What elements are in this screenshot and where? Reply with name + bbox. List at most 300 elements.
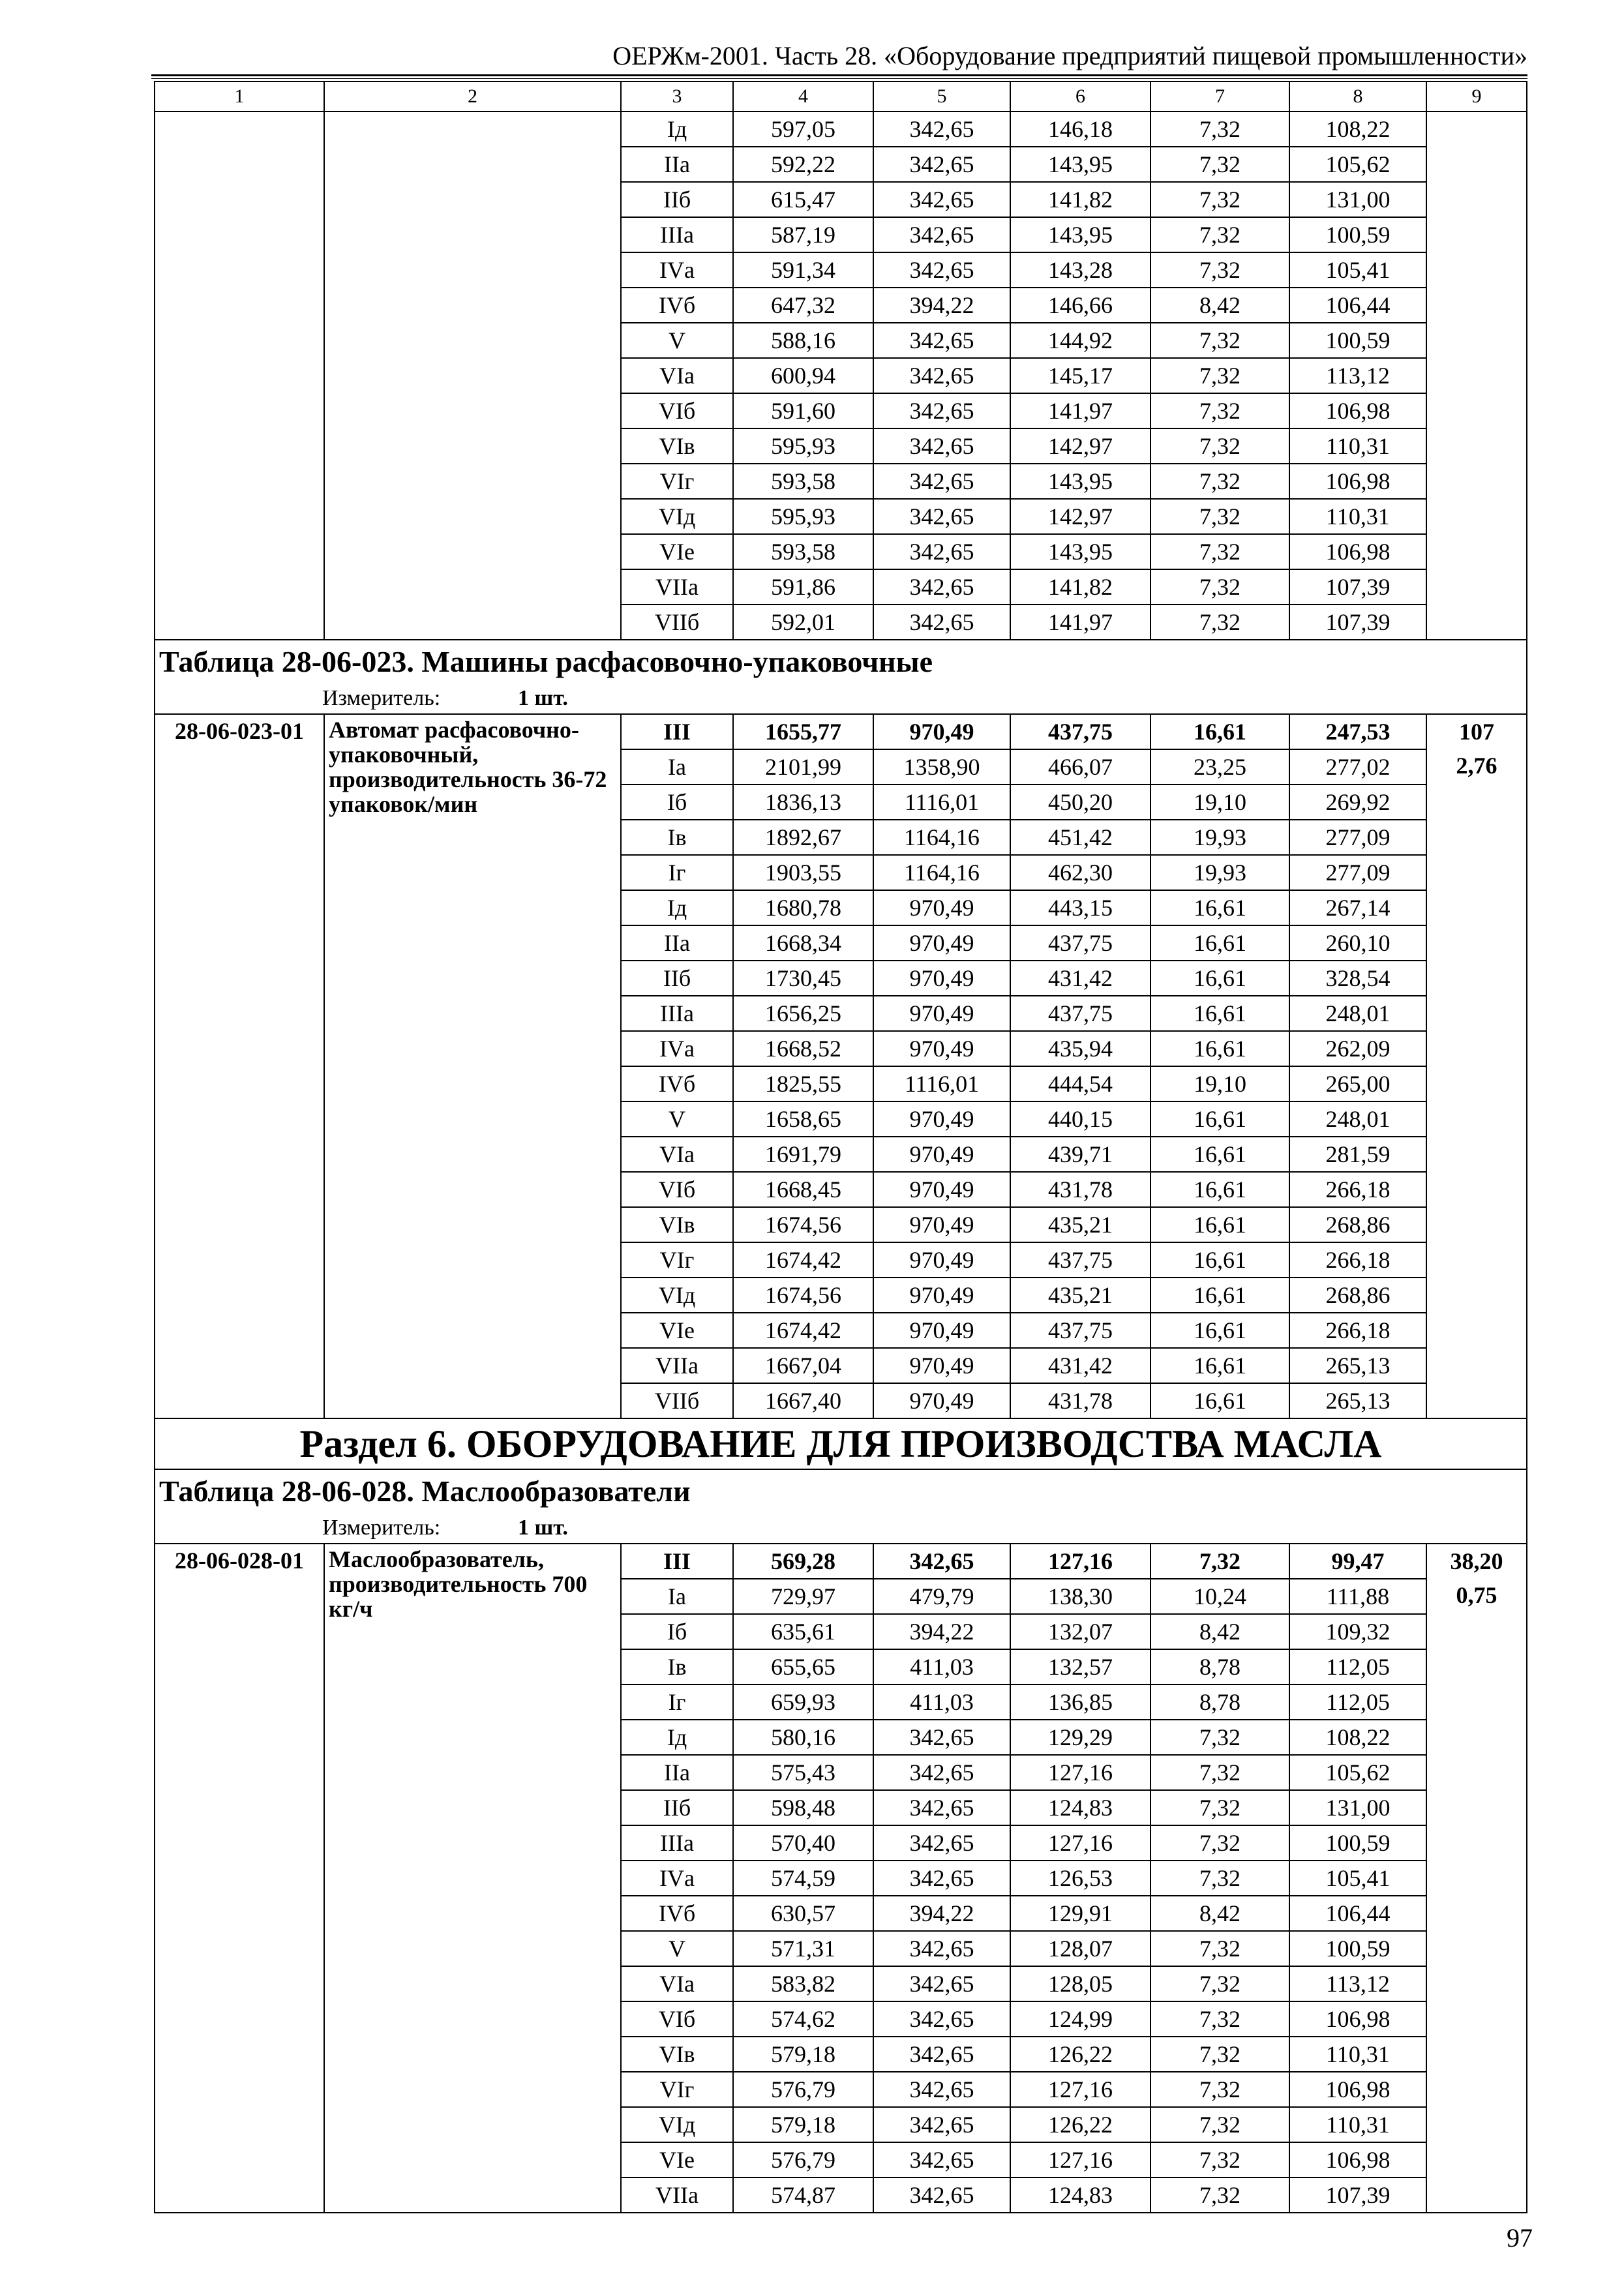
value-cell: 16,61	[1150, 890, 1289, 925]
value-cell: 143,95	[1010, 217, 1150, 252]
value-cell: 108,22	[1289, 1720, 1426, 1755]
value-cell: 970,49	[873, 996, 1010, 1031]
value-cell: 127,16	[1010, 2072, 1150, 2107]
value-cell: 143,95	[1010, 464, 1150, 499]
value-cell: 7,32	[1150, 2107, 1289, 2142]
value-cell: 342,65	[873, 2072, 1010, 2107]
value-cell: 248,01	[1289, 996, 1426, 1031]
value-cell: 342,65	[873, 569, 1010, 605]
value-cell: 8,42	[1150, 288, 1289, 323]
column-number: 4	[733, 82, 873, 112]
value-cell: 146,18	[1010, 112, 1150, 147]
value-cell: 106,44	[1289, 288, 1426, 323]
value-cell: 106,98	[1289, 464, 1426, 499]
value-cell: 146,66	[1010, 288, 1150, 323]
table-title-row	[155, 640, 1527, 683]
value-cell: 342,65	[873, 2177, 1010, 2213]
value-cell: 431,78	[1010, 1172, 1150, 1207]
table-row	[155, 112, 1527, 147]
value-cell: 342,65	[873, 534, 1010, 569]
value-cell: 411,03	[873, 1684, 1010, 1720]
value-cell: 729,97	[733, 1579, 873, 1614]
value-cell: 1674,42	[733, 1313, 873, 1348]
value-cell: 342,65	[873, 464, 1010, 499]
value-cell: 7,32	[1150, 2037, 1289, 2072]
value-cell: 108,22	[1289, 112, 1426, 147]
value-cell: 595,93	[733, 499, 873, 534]
value-cell: 105,41	[1289, 1861, 1426, 1896]
section-title-row	[155, 1418, 1527, 1469]
value-cell: 16,61	[1150, 1172, 1289, 1207]
value-cell: 7,32	[1150, 1755, 1289, 1790]
zone-cell: Iг	[621, 855, 733, 890]
value-cell: 593,58	[733, 464, 873, 499]
column-number: 8	[1289, 82, 1426, 112]
value-cell: 597,05	[733, 112, 873, 147]
value-cell: 131,00	[1289, 1790, 1426, 1825]
value-cell: 113,12	[1289, 358, 1426, 393]
description-cell: Автомат расфасовочно-упаковочный, производительность 36-72 упаковок/мин	[324, 714, 621, 1418]
value-cell: 970,49	[873, 1313, 1010, 1348]
unit-row	[155, 1513, 1527, 1544]
header-rule	[151, 74, 1527, 76]
zone-cell: IIIа	[621, 1825, 733, 1861]
value-cell: 16,61	[1150, 1348, 1289, 1383]
code-cell: 28-06-028-01	[155, 1544, 324, 2213]
value-cell: 435,21	[1010, 1207, 1150, 1242]
value-cell: 266,18	[1289, 1313, 1426, 1348]
value-cell: 16,61	[1150, 961, 1289, 996]
value-cell: 576,79	[733, 2072, 873, 2107]
extra-value: 2,76	[1456, 753, 1497, 779]
zone-cell: Iв	[621, 820, 733, 855]
value-cell: 342,65	[873, 2142, 1010, 2177]
value-cell: 7,32	[1150, 1790, 1289, 1825]
value-cell: 106,98	[1289, 534, 1426, 569]
value-cell: 105,62	[1289, 147, 1426, 182]
value-cell: 593,58	[733, 534, 873, 569]
value-cell: 7,32	[1150, 2072, 1289, 2107]
value-cell: 1674,56	[733, 1278, 873, 1313]
value-cell: 268,86	[1289, 1278, 1426, 1313]
value-cell: 138,30	[1010, 1579, 1150, 1614]
value-cell: 439,71	[1010, 1137, 1150, 1172]
value-cell: 443,15	[1010, 890, 1150, 925]
extra-cell-empty	[1426, 112, 1527, 640]
value-cell: 107,39	[1289, 569, 1426, 605]
value-cell: 7,32	[1150, 1931, 1289, 1966]
value-cell: 277,02	[1289, 749, 1426, 785]
value-cell: 659,93	[733, 1684, 873, 1720]
value-cell: 7,32	[1150, 147, 1289, 182]
column-number-row	[155, 82, 1527, 112]
extra-value: 107	[1459, 719, 1494, 745]
value-cell: 342,65	[873, 2001, 1010, 2037]
column-number: 9	[1426, 82, 1527, 112]
value-cell: 106,98	[1289, 2001, 1426, 2037]
value-cell: 1730,45	[733, 961, 873, 996]
value-cell: 342,65	[873, 182, 1010, 217]
value-cell: 431,78	[1010, 1383, 1150, 1418]
zone-cell: VIб	[621, 2001, 733, 2037]
value-cell: 342,65	[873, 358, 1010, 393]
unit-row	[155, 683, 1527, 714]
zone-cell: IVа	[621, 252, 733, 288]
value-cell: 431,42	[1010, 961, 1150, 996]
value-cell: 266,18	[1289, 1172, 1426, 1207]
extra-value: 0,75	[1456, 1582, 1497, 1608]
value-cell: 16,61	[1150, 1031, 1289, 1066]
zone-cell: IIIа	[621, 996, 733, 1031]
description-cell-empty	[324, 112, 621, 640]
value-cell: 105,62	[1289, 1755, 1426, 1790]
table-title-row	[155, 1469, 1527, 1513]
value-cell: 462,30	[1010, 855, 1150, 890]
unit-label: Измеритель:	[322, 686, 441, 710]
value-cell: 7,32	[1150, 1861, 1289, 1896]
value-cell: 100,59	[1289, 1825, 1426, 1861]
zone-cell: V	[621, 1101, 733, 1137]
value-cell: 142,97	[1010, 428, 1150, 464]
value-cell: 1658,65	[733, 1101, 873, 1137]
value-cell: 136,85	[1010, 1684, 1150, 1720]
column-number: 7	[1150, 82, 1289, 112]
value-cell: 574,59	[733, 1861, 873, 1896]
column-number: 2	[324, 82, 621, 112]
value-cell: 8,42	[1150, 1896, 1289, 1931]
value-cell: 1164,16	[873, 820, 1010, 855]
zone-cell: Iд	[621, 1720, 733, 1755]
value-cell: 269,92	[1289, 785, 1426, 820]
value-cell: 600,94	[733, 358, 873, 393]
value-cell: 110,31	[1289, 428, 1426, 464]
value-cell: 143,28	[1010, 252, 1150, 288]
column-number: 5	[873, 82, 1010, 112]
value-cell: 970,49	[873, 1172, 1010, 1207]
zone-cell: IVа	[621, 1861, 733, 1896]
column-number: 1	[155, 82, 324, 112]
value-cell: 394,22	[873, 1614, 1010, 1649]
value-cell: 569,28	[733, 1544, 873, 1579]
value-cell: 437,75	[1010, 1242, 1150, 1278]
value-cell: 342,65	[873, 147, 1010, 182]
value-cell: 281,59	[1289, 1137, 1426, 1172]
table-title: Таблица 28-06-023. Машины расфасовочно-упаковочные	[155, 640, 1527, 683]
value-cell: 655,65	[733, 1649, 873, 1684]
value-cell: 265,00	[1289, 1066, 1426, 1101]
value-cell: 615,47	[733, 182, 873, 217]
value-cell: 647,32	[733, 288, 873, 323]
value-cell: 970,49	[873, 1383, 1010, 1418]
value-cell: 394,22	[873, 288, 1010, 323]
zone-cell: VIв	[621, 1207, 733, 1242]
value-cell: 580,16	[733, 1720, 873, 1755]
value-cell: 579,18	[733, 2107, 873, 2142]
value-cell: 328,54	[1289, 961, 1426, 996]
value-cell: 124,99	[1010, 2001, 1150, 2037]
value-cell: 431,42	[1010, 1348, 1150, 1383]
value-cell: 141,82	[1010, 569, 1150, 605]
value-cell: 342,65	[873, 217, 1010, 252]
value-cell: 435,21	[1010, 1278, 1150, 1313]
zone-cell: V	[621, 1931, 733, 1966]
value-cell: 970,49	[873, 1137, 1010, 1172]
value-cell: 124,83	[1010, 2177, 1150, 2213]
value-cell: 451,42	[1010, 820, 1150, 855]
table-row	[155, 1544, 1527, 1579]
value-cell: 277,09	[1289, 855, 1426, 890]
value-cell: 106,98	[1289, 2142, 1426, 2177]
unit-value: 1 шт.	[518, 1516, 568, 1540]
value-cell: 7,32	[1150, 534, 1289, 569]
table-row	[155, 714, 1527, 749]
value-cell: 106,44	[1289, 1896, 1426, 1931]
value-cell: 1903,55	[733, 855, 873, 890]
value-cell: 1892,67	[733, 820, 873, 855]
value-cell: 970,49	[873, 961, 1010, 996]
extra-cell	[1426, 1544, 1527, 2213]
page-header-title: ОЕРЖм-2001. Часть 28. «Оборудование предприятий пищевой промышленности»	[612, 41, 1527, 70]
zone-cell: VIд	[621, 1278, 733, 1313]
value-cell: 1668,45	[733, 1172, 873, 1207]
value-cell: 113,12	[1289, 1966, 1426, 2001]
value-cell: 106,98	[1289, 393, 1426, 428]
value-cell: 144,92	[1010, 323, 1150, 358]
value-cell: 571,31	[733, 1931, 873, 1966]
value-cell: 437,75	[1010, 1313, 1150, 1348]
value-cell: 7,32	[1150, 252, 1289, 288]
value-cell: 411,03	[873, 1649, 1010, 1684]
value-cell: 16,61	[1150, 714, 1289, 749]
zone-cell: Iб	[621, 785, 733, 820]
value-cell: 970,49	[873, 890, 1010, 925]
value-cell: 19,10	[1150, 785, 1289, 820]
header-rule-thin	[151, 78, 1527, 79]
value-cell: 342,65	[873, 1790, 1010, 1825]
value-cell: 267,14	[1289, 890, 1426, 925]
value-cell: 437,75	[1010, 925, 1150, 961]
zone-cell: IVб	[621, 1066, 733, 1101]
value-cell: 342,65	[873, 1825, 1010, 1861]
zone-cell: VIг	[621, 1242, 733, 1278]
value-cell: 342,65	[873, 1544, 1010, 1579]
value-cell: 342,65	[873, 1931, 1010, 1966]
value-cell: 342,65	[873, 252, 1010, 288]
value-cell: 342,65	[873, 393, 1010, 428]
value-cell: 112,05	[1289, 1684, 1426, 1720]
value-cell: 129,29	[1010, 1720, 1150, 1755]
zone-cell: IVб	[621, 1896, 733, 1931]
value-cell: 8,78	[1150, 1684, 1289, 1720]
value-cell: 7,32	[1150, 1544, 1289, 1579]
zone-cell: Iг	[621, 1684, 733, 1720]
value-cell: 1655,77	[733, 714, 873, 749]
value-cell: 247,53	[1289, 714, 1426, 749]
value-cell: 435,94	[1010, 1031, 1150, 1066]
zone-cell: Iд	[621, 112, 733, 147]
zone-cell: VIе	[621, 1313, 733, 1348]
zone-cell: VIIб	[621, 605, 733, 640]
value-cell: 570,40	[733, 1825, 873, 1861]
section-title: Раздел 6. ОБОРУДОВАНИЕ ДЛЯ ПРОИЗВОДСТВА МАСЛА	[155, 1418, 1527, 1469]
rates-table	[154, 81, 1527, 2213]
zone-cell: IIа	[621, 925, 733, 961]
value-cell: 7,32	[1150, 1825, 1289, 1861]
value-cell: 450,20	[1010, 785, 1150, 820]
value-cell: 129,91	[1010, 1896, 1150, 1931]
value-cell: 16,61	[1150, 1101, 1289, 1137]
value-cell: 16,61	[1150, 1313, 1289, 1348]
value-cell: 16,61	[1150, 1278, 1289, 1313]
value-cell: 588,16	[733, 323, 873, 358]
value-cell: 19,93	[1150, 855, 1289, 890]
zone-cell: VIа	[621, 1966, 733, 2001]
value-cell: 630,57	[733, 1896, 873, 1931]
value-cell: 1674,56	[733, 1207, 873, 1242]
value-cell: 970,49	[873, 1031, 1010, 1066]
value-cell: 635,61	[733, 1614, 873, 1649]
zone-cell: VIа	[621, 1137, 733, 1172]
value-cell: 1680,78	[733, 890, 873, 925]
zone-cell: IIа	[621, 147, 733, 182]
zone-cell: VIIа	[621, 569, 733, 605]
value-cell: 141,97	[1010, 605, 1150, 640]
value-cell: 132,07	[1010, 1614, 1150, 1649]
value-cell: 595,93	[733, 428, 873, 464]
value-cell: 342,65	[873, 1861, 1010, 1896]
value-cell: 591,60	[733, 393, 873, 428]
value-cell: 1116,01	[873, 1066, 1010, 1101]
value-cell: 126,53	[1010, 1861, 1150, 1896]
value-cell: 1656,25	[733, 996, 873, 1031]
value-cell: 574,87	[733, 2177, 873, 2213]
value-cell: 107,39	[1289, 605, 1426, 640]
unit-cell	[155, 683, 1527, 714]
value-cell: 598,48	[733, 1790, 873, 1825]
value-cell: 592,22	[733, 147, 873, 182]
value-cell: 7,32	[1150, 182, 1289, 217]
value-cell: 100,59	[1289, 1931, 1426, 1966]
zone-cell: VIе	[621, 534, 733, 569]
value-cell: 110,31	[1289, 2107, 1426, 2142]
zone-cell: IIб	[621, 1790, 733, 1825]
zone-cell: IIб	[621, 182, 733, 217]
value-cell: 7,32	[1150, 358, 1289, 393]
unit-cell	[155, 1513, 1527, 1544]
value-cell: 266,18	[1289, 1242, 1426, 1278]
value-cell: 1667,04	[733, 1348, 873, 1383]
table-title: Таблица 28-06-028. Маслообразователи	[155, 1469, 1527, 1513]
value-cell: 2101,99	[733, 749, 873, 785]
zone-cell: Iа	[621, 749, 733, 785]
value-cell: 1836,13	[733, 785, 873, 820]
value-cell: 277,09	[1289, 820, 1426, 855]
value-cell: 970,49	[873, 1101, 1010, 1137]
value-cell: 342,65	[873, 1720, 1010, 1755]
value-cell: 342,65	[873, 323, 1010, 358]
value-cell: 7,32	[1150, 1966, 1289, 2001]
value-cell: 19,93	[1150, 820, 1289, 855]
zone-cell: VIд	[621, 2107, 733, 2142]
value-cell: 970,49	[873, 1242, 1010, 1278]
value-cell: 970,49	[873, 1207, 1010, 1242]
value-cell: 440,15	[1010, 1101, 1150, 1137]
value-cell: 970,49	[873, 1348, 1010, 1383]
value-cell: 262,09	[1289, 1031, 1426, 1066]
value-cell: 128,07	[1010, 1931, 1150, 1966]
value-cell: 394,22	[873, 1896, 1010, 1931]
value-cell: 109,32	[1289, 1614, 1426, 1649]
zone-cell: IVа	[621, 1031, 733, 1066]
value-cell: 23,25	[1150, 749, 1289, 785]
value-cell: 1358,90	[873, 749, 1010, 785]
value-cell: 970,49	[873, 925, 1010, 961]
zone-cell: VIа	[621, 358, 733, 393]
value-cell: 1674,42	[733, 1242, 873, 1278]
value-cell: 141,97	[1010, 393, 1150, 428]
value-cell: 110,31	[1289, 2037, 1426, 2072]
value-cell: 7,32	[1150, 217, 1289, 252]
value-cell: 145,17	[1010, 358, 1150, 393]
value-cell: 592,01	[733, 605, 873, 640]
value-cell: 7,32	[1150, 393, 1289, 428]
value-cell: 970,49	[873, 1278, 1010, 1313]
zone-cell: Iд	[621, 890, 733, 925]
zone-cell: III	[621, 714, 733, 749]
unit-label: Измеритель:	[322, 1516, 441, 1540]
zone-cell: VIIб	[621, 1383, 733, 1418]
zone-cell: VIб	[621, 1172, 733, 1207]
zone-cell: VIд	[621, 499, 733, 534]
value-cell: 128,05	[1010, 1966, 1150, 2001]
value-cell: 579,18	[733, 2037, 873, 2072]
value-cell: 342,65	[873, 112, 1010, 147]
code-cell: 28-06-023-01	[155, 714, 324, 1418]
value-cell: 100,59	[1289, 217, 1426, 252]
value-cell: 268,86	[1289, 1207, 1426, 1242]
value-cell: 444,54	[1010, 1066, 1150, 1101]
value-cell: 7,32	[1150, 2142, 1289, 2177]
value-cell: 1667,40	[733, 1383, 873, 1418]
value-cell: 131,00	[1289, 182, 1426, 217]
value-cell: 132,57	[1010, 1649, 1150, 1684]
value-cell: 466,07	[1010, 749, 1150, 785]
value-cell: 342,65	[873, 605, 1010, 640]
value-cell: 105,41	[1289, 252, 1426, 288]
value-cell: 7,32	[1150, 1720, 1289, 1755]
value-cell: 107,39	[1289, 2177, 1426, 2213]
value-cell: 124,83	[1010, 1790, 1150, 1825]
zone-cell: Iа	[621, 1579, 733, 1614]
value-cell: 1116,01	[873, 785, 1010, 820]
value-cell: 7,32	[1150, 323, 1289, 358]
value-cell: 7,32	[1150, 2177, 1289, 2213]
zone-cell: VIб	[621, 393, 733, 428]
zone-cell: VIв	[621, 2037, 733, 2072]
value-cell: 479,79	[873, 1579, 1010, 1614]
value-cell: 7,32	[1150, 428, 1289, 464]
column-number: 3	[621, 82, 733, 112]
zone-cell: VIIа	[621, 1348, 733, 1383]
zone-cell: IIа	[621, 1755, 733, 1790]
value-cell: 587,19	[733, 217, 873, 252]
value-cell: 106,98	[1289, 2072, 1426, 2107]
description-cell: Маслообразователь, производительность 700 кг/ч	[324, 1544, 621, 2213]
value-cell: 591,34	[733, 252, 873, 288]
zone-cell: VIе	[621, 2142, 733, 2177]
value-cell: 342,65	[873, 2037, 1010, 2072]
value-cell: 7,32	[1150, 112, 1289, 147]
